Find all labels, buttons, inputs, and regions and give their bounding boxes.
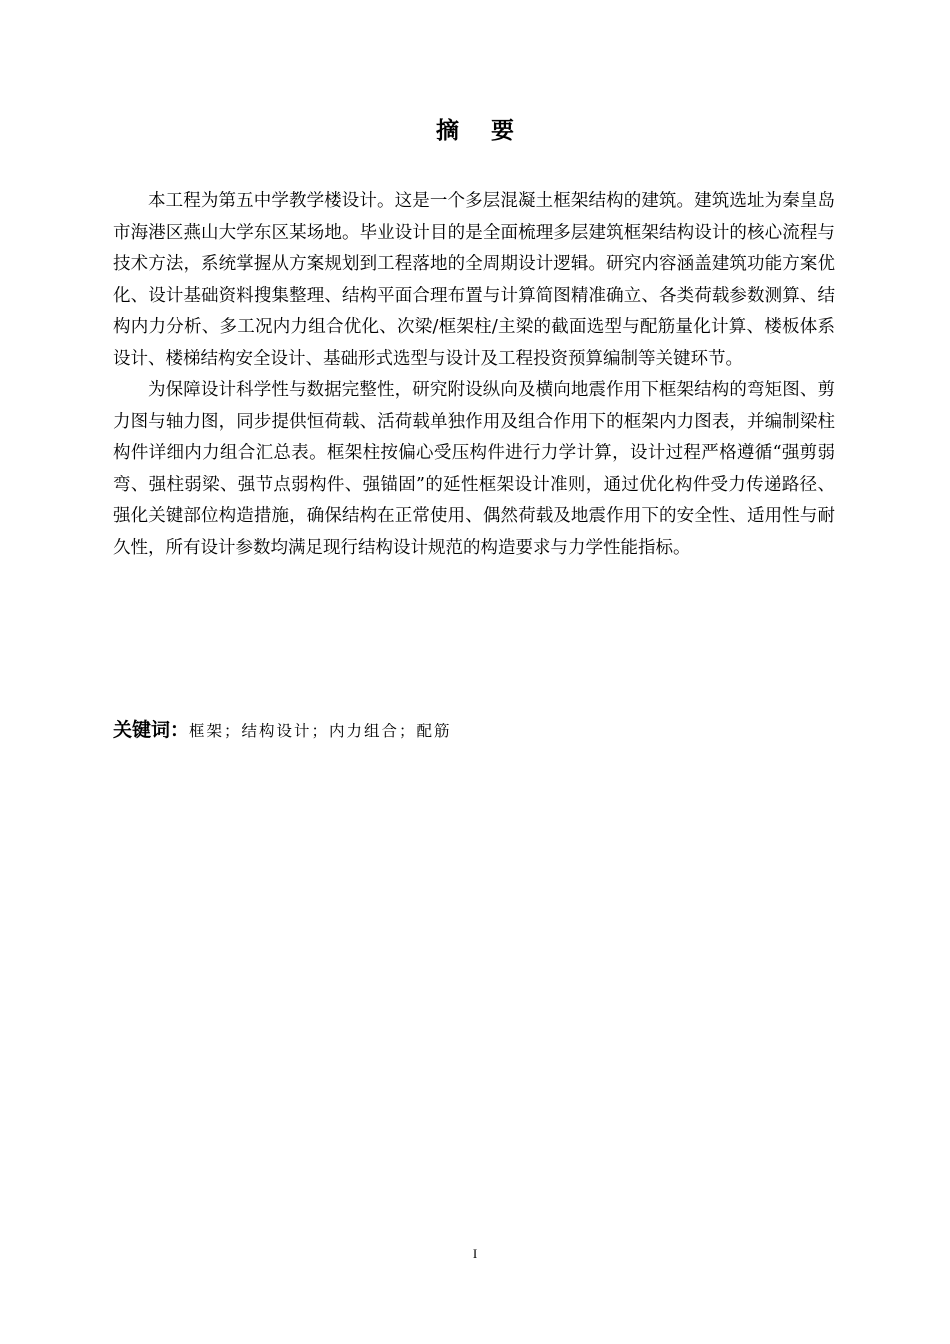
page-title: 摘要 bbox=[436, 118, 546, 144]
abstract-body bbox=[113, 186, 835, 564]
keywords-values: 框架；结构设计；内力组合；配筋 bbox=[189, 722, 452, 740]
abstract-paragraph-2: 为保障设计科学性与数据完整性，研究附设纵向及横向地震作用下框架结构的弯矩图、剪力图与轴力图，同步提供恒荷载、活荷载单独作用及组合作用下的框架内力图表，并编制梁柱构件详细内力组合汇总表。框架柱按偏心受压构件进行力学计算，设计过程严格遵循“强剪弱弯、强柱弱梁、强节点弱构件、强锚固”的延性框架设计准则，通过优化构件受力传递路径、强化关键部位构造措施，确保结构在正常使用、偶然荷载及地震作用下的安全性、适用性与耐久性，所有设计参数均满足现行结构设计规范的构造要求与力学性能指标。 bbox=[113, 380, 835, 558]
keywords-line bbox=[113, 715, 835, 746]
keywords-label: 关键词： bbox=[113, 719, 190, 741]
abstract-paragraph-1: 本工程为第五中学教学楼设计。这是一个多层混凝土框架结构的建筑。建筑选址为秦皇岛市海港区燕山大学东区某场地。毕业设计目的是全面梳理多层建筑框架结构设计的核心流程与技术方法，系统掌握从方案规划到工程落地的全周期设计逻辑。研究内容涵盖建筑功能方案优化、设计基础资料搜集整理、结构平面合理布置与计算简图精准确立、各类荷载参数测算、结构内力分析、多工况内力组合优化、次梁/框架柱/主梁的截面选型与配筋量化计算、楼板体系设计、楼梯结构安全设计、基础形式选型与设计及工程投资预算编制等关键环节。 bbox=[113, 191, 835, 369]
page-number: I bbox=[472, 1246, 478, 1261]
